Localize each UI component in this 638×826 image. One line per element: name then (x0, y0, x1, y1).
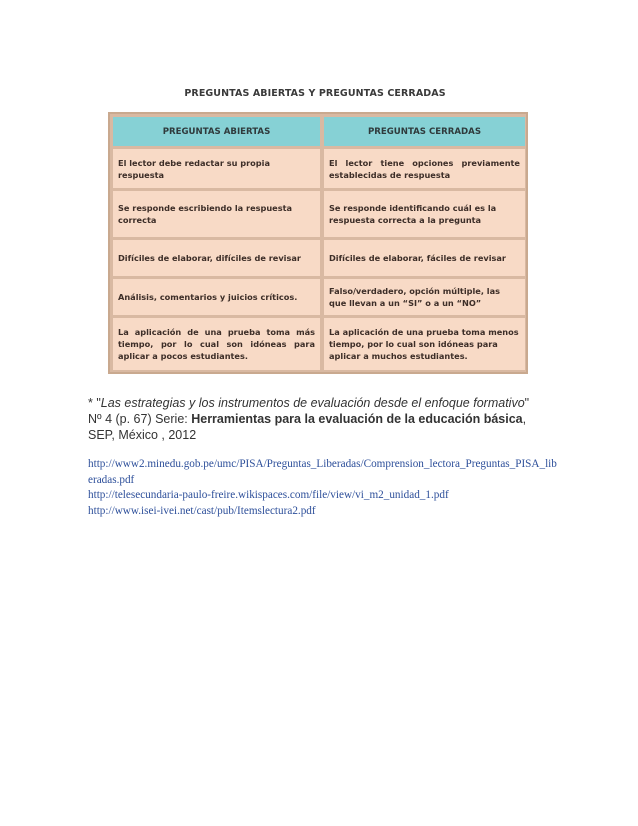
caption-series-prefix: Nº 4 (p. 67) Serie: (88, 412, 192, 426)
row-3-open: Difíciles de elaborar, difíciles de revisar (113, 240, 320, 276)
caption-series-title: Herramientas para la evaluación de la educación básica (191, 412, 523, 426)
comparison-table (108, 112, 528, 374)
caption-series-suffix: , (522, 412, 527, 426)
row-1-open: El lector debe redactar su propia respuesta (113, 149, 320, 188)
caption-title: Las estrategias y los instrumentos de evaluación desde el enfoque formativo (100, 396, 525, 410)
caption-publisher: SEP, México , 2012 (88, 428, 197, 442)
figure-title: PREGUNTAS ABIERTAS Y PREGUNTAS CERRADAS (184, 88, 446, 99)
row-2-open: Se responde escribiendo la respuesta correcta (113, 191, 320, 237)
row-4-closed: Falso/verdadero, opción múltiple, las que llevan a un “SI” o a un “NO” (324, 279, 525, 315)
row-5-open: La aplicación de una prueba toma más tiempo, por lo cual son idóneas para aplicar a pocos estudiantes. (113, 318, 320, 370)
comparison-figure (88, 84, 542, 380)
link-isei-ivei[interactable]: http://www.isei-ivei.net/cast/pub/Itemslectura2.pdf (88, 504, 316, 517)
header-open-questions: PREGUNTAS ABIERTAS (113, 117, 320, 146)
header-closed-questions: PREGUNTAS CERRADAS (324, 117, 525, 146)
link-minedu-pisa[interactable]: http://www2.minedu.gob.pe/umc/PISA/Preguntas_Liberadas/Comprension_lectora_Preguntas_PISA_liberadas.pdf (88, 458, 557, 486)
row-1-closed: El lector tiene opciones previamente establecidas de respuesta (324, 149, 525, 188)
caption-title-close: " (524, 396, 530, 410)
source-caption (88, 395, 558, 443)
row-4-open: Análisis, comentarios y juicios críticos. (113, 279, 320, 315)
row-2-closed: Se responde identificando cuál es la respuesta correcta a la pregunta (324, 191, 525, 237)
row-3-closed: Difíciles de elaborar, fáciles de revisar (324, 240, 525, 276)
link-telesecundaria[interactable]: http://telesecundaria-paulo-freire.wikispaces.com/file/view/vi_m2_unidad_1.pdf (88, 489, 449, 502)
reference-links (88, 457, 558, 519)
caption-prefix: * " (88, 396, 101, 410)
row-5-closed: La aplicación de una prueba toma menos tiempo, por lo cual son idóneas para aplicar a muchos estudiantes. (324, 318, 525, 370)
